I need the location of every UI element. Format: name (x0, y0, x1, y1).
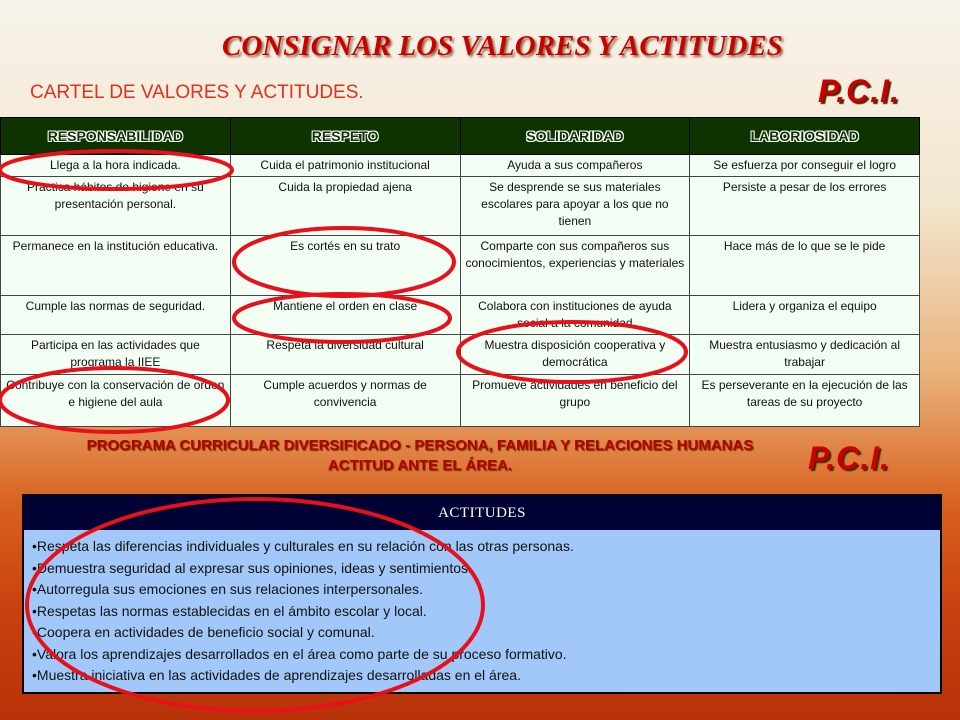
list-item: •Coopera en actividades de beneficio social y comunal. (32, 624, 375, 640)
table-cell: Permanece en la institución educativa. (1, 236, 231, 295)
table-cell: Llega a la hora indicada. (1, 155, 231, 177)
table-cell: Mantiene el orden en clase (230, 295, 460, 335)
table-cell: Cumple acuerdos y normas de convivencia (230, 375, 460, 427)
table-row (1, 295, 920, 335)
table-cell: Lidera y organiza el equipo (690, 295, 920, 335)
table-cell: Cuida el patrimonio institucional (230, 155, 460, 177)
table-row (1, 155, 920, 177)
table-cell: Hace más de lo que se le pide (690, 236, 920, 295)
table-cell: Participa en las actividades que programa la IIEE (1, 335, 231, 375)
pci-label-top: P.C.I. (818, 73, 900, 109)
list-item: •Valora los aprendizajes desarrollados en el área como parte de su proceso formativo. (32, 645, 567, 662)
table-cell: Es cortés en su trato (230, 236, 460, 295)
table-cell: Colabora con instituciones de ayuda social a la comunidad (460, 295, 690, 335)
attitudes-list (24, 530, 940, 687)
attitudes-box (22, 494, 942, 694)
list-item: •Autorregula sus emociones en sus relaciones interpersonales. (32, 581, 423, 597)
header-responsabilidad: RESPONSABILIDAD (1, 118, 231, 155)
list-item: •Demuestra seguridad al expresar sus opiniones, ideas y sentimientos. (32, 559, 472, 576)
table-cell: Cumple las normas de seguridad. (1, 295, 231, 335)
table-cell: Es perseverante en la ejecución de las tareas de su proyecto (690, 375, 920, 427)
header-respeto: RESPETO (230, 118, 460, 155)
table-row (1, 375, 920, 427)
table-row (1, 335, 920, 375)
table-cell: Persiste a pesar de los errores (690, 177, 920, 236)
table-cell: Comparte con sus compañeros sus conocimientos, experiencias y materiales (460, 236, 690, 295)
list-item: •Respeta las diferencias individuales y culturales en su relación con las otras personas. (32, 538, 574, 554)
table-cell: Cuida la propiedad ajena (230, 177, 460, 236)
list-item: •Respetas las normas establecidas en el ámbito escolar y local. (32, 602, 427, 619)
values-table (0, 117, 920, 427)
slide-subtitle: CARTEL DE VALORES Y ACTITUDES. (30, 82, 364, 103)
table-cell: Muestra entusiasmo y dedicación al trabajar (690, 335, 920, 375)
program-line-2: ACTITUD ANTE EL ÁREA. (327, 457, 513, 474)
program-heading (60, 436, 780, 476)
table-cell: Contribuye con la conservación de orden e higiene del aula (1, 375, 231, 427)
header-laboriosidad: LABORIOSIDAD (690, 118, 920, 155)
table-row (1, 177, 920, 236)
program-line-1: PROGRAMA CURRICULAR DIVERSIFICADO - PERSONA, FAMILIA Y RELACIONES HUMANAS (86, 437, 754, 454)
table-cell: Se desprende se sus materiales escolares para apoyar a los que no tienen (460, 177, 690, 236)
table-row (1, 236, 920, 295)
table-cell: Promueve actividades en beneficio del grupo (460, 375, 690, 427)
table-cell: Se esfuerza por conseguir el logro (690, 155, 920, 177)
table-cell: Respeta la diversidad cultural (230, 335, 460, 375)
pci-label-bottom: P.C.I. (808, 440, 890, 476)
table-cell: Practica hábitos de higiene en su presentación personal. (1, 177, 231, 236)
values-table-header-row (1, 118, 920, 155)
slide-title: CONSIGNAR LOS VALORES Y ACTITUDES (222, 30, 783, 62)
table-cell: Muestra disposición cooperativa y democrática (460, 335, 690, 375)
list-item: •Muestra iniciativa en las actividades de aprendizajes desarrolladas en el área. (32, 667, 521, 683)
header-solidaridad: SOLIDARIDAD (460, 118, 690, 155)
attitudes-header: ACTITUDES (24, 496, 940, 530)
table-cell: Ayuda a sus compañeros (460, 155, 690, 177)
